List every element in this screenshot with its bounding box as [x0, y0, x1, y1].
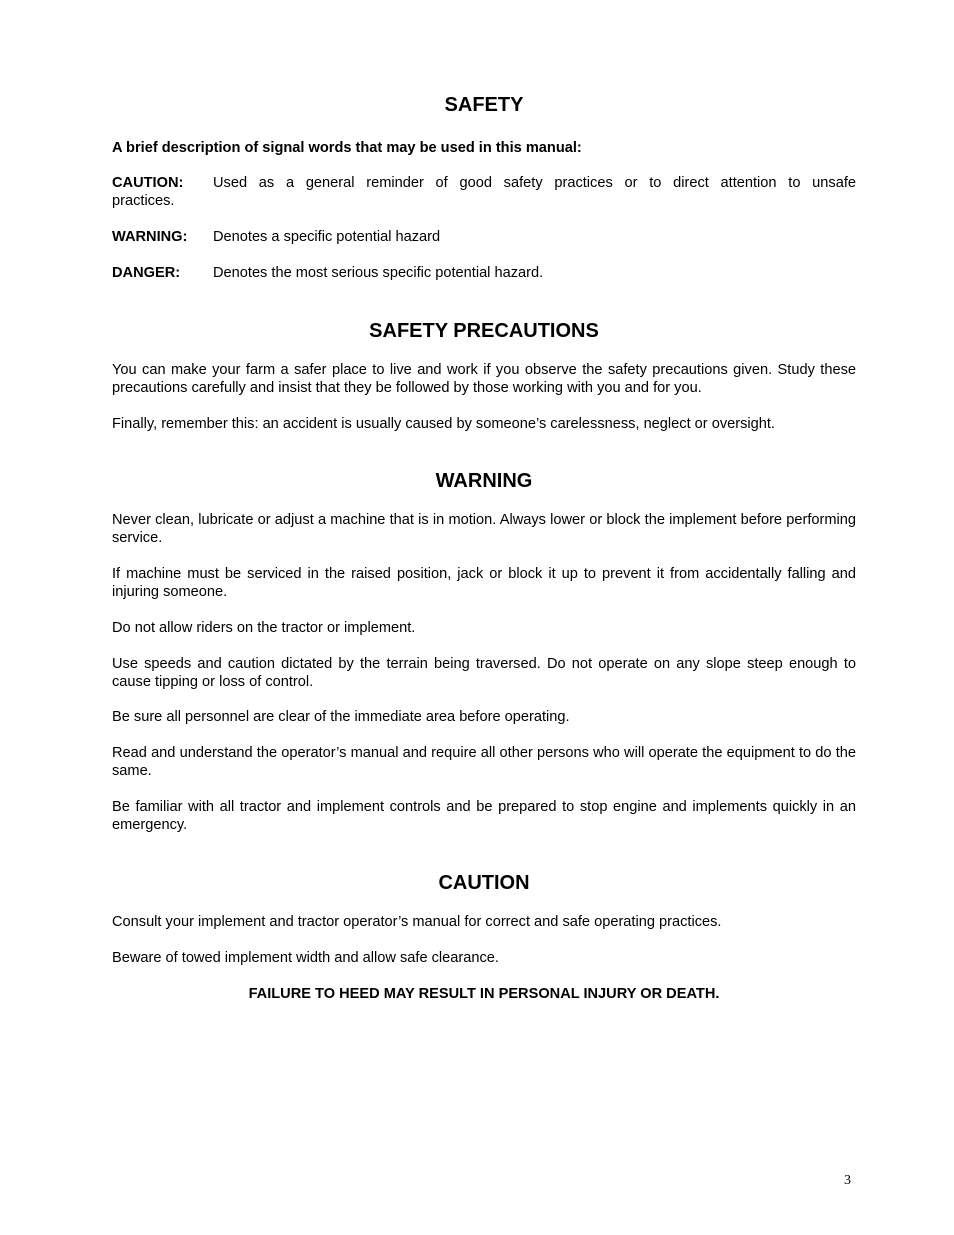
- warning-item: Read and understand the operator’s manual and require all other persons who will operate the equipment to do the same.: [112, 745, 856, 779]
- page-number: 3: [844, 1173, 851, 1188]
- precautions-paragraph-1: You can make your farm a safer place to live and work if you observe the safety precautions given. Study these precautions carefully and insist that they be followed by those working with you and for you.: [112, 362, 856, 396]
- warning-definition: [112, 228, 856, 246]
- caution-definition-text: Used as a general reminder of good safety practices or to direct attention to unsafe: [213, 175, 856, 191]
- signal-words-intro: A brief description of signal words that may be used in this manual:: [112, 140, 582, 156]
- caution-definition: [112, 174, 856, 210]
- caution-label: CAUTION:: [112, 175, 184, 191]
- warning-item: Never clean, lubricate or adjust a machine that is in motion. Always lower or block the implement before performing service.: [112, 512, 856, 546]
- precautions-paragraph-2: Finally, remember this: an accident is usually caused by someone’s carelessness, neglect or oversight.: [112, 416, 775, 432]
- warning-label: WARNING:: [112, 229, 188, 245]
- warning-definition-text: Denotes a specific potential hazard: [213, 229, 441, 245]
- caution-definition-continuation: practices.: [112, 193, 175, 209]
- danger-label: DANGER:: [112, 265, 181, 281]
- danger-definition-text: Denotes the most serious specific potential hazard.: [213, 265, 544, 281]
- warning-item: Be familiar with all tractor and implement controls and be prepared to stop engine and implements quickly in an emergency.: [112, 799, 856, 833]
- caution-item: Beware of towed implement width and allow safe clearance.: [112, 950, 499, 966]
- warning-item: If machine must be serviced in the raised position, jack or block it up to prevent it from accidentally falling and injuring someone.: [112, 566, 856, 600]
- danger-definition: [112, 264, 856, 282]
- caution-heading: CAUTION: [438, 872, 530, 894]
- failure-to-heed-warning: FAILURE TO HEED MAY RESULT IN PERSONAL INJURY OR DEATH.: [248, 986, 720, 1002]
- warning-item: Do not allow riders on the tractor or implement.: [112, 620, 416, 636]
- warning-item: Be sure all personnel are clear of the immediate area before operating.: [112, 709, 570, 725]
- caution-item: Consult your implement and tractor operator’s manual for correct and safe operating practices.: [112, 914, 722, 930]
- safety-heading: SAFETY: [444, 94, 524, 116]
- safety-precautions-heading: SAFETY PRECAUTIONS: [369, 320, 599, 342]
- warning-heading: WARNING: [435, 470, 533, 492]
- warning-item: Use speeds and caution dictated by the terrain being traversed. Do not operate on any slope steep enough to cause tipping or loss of control.: [112, 656, 856, 690]
